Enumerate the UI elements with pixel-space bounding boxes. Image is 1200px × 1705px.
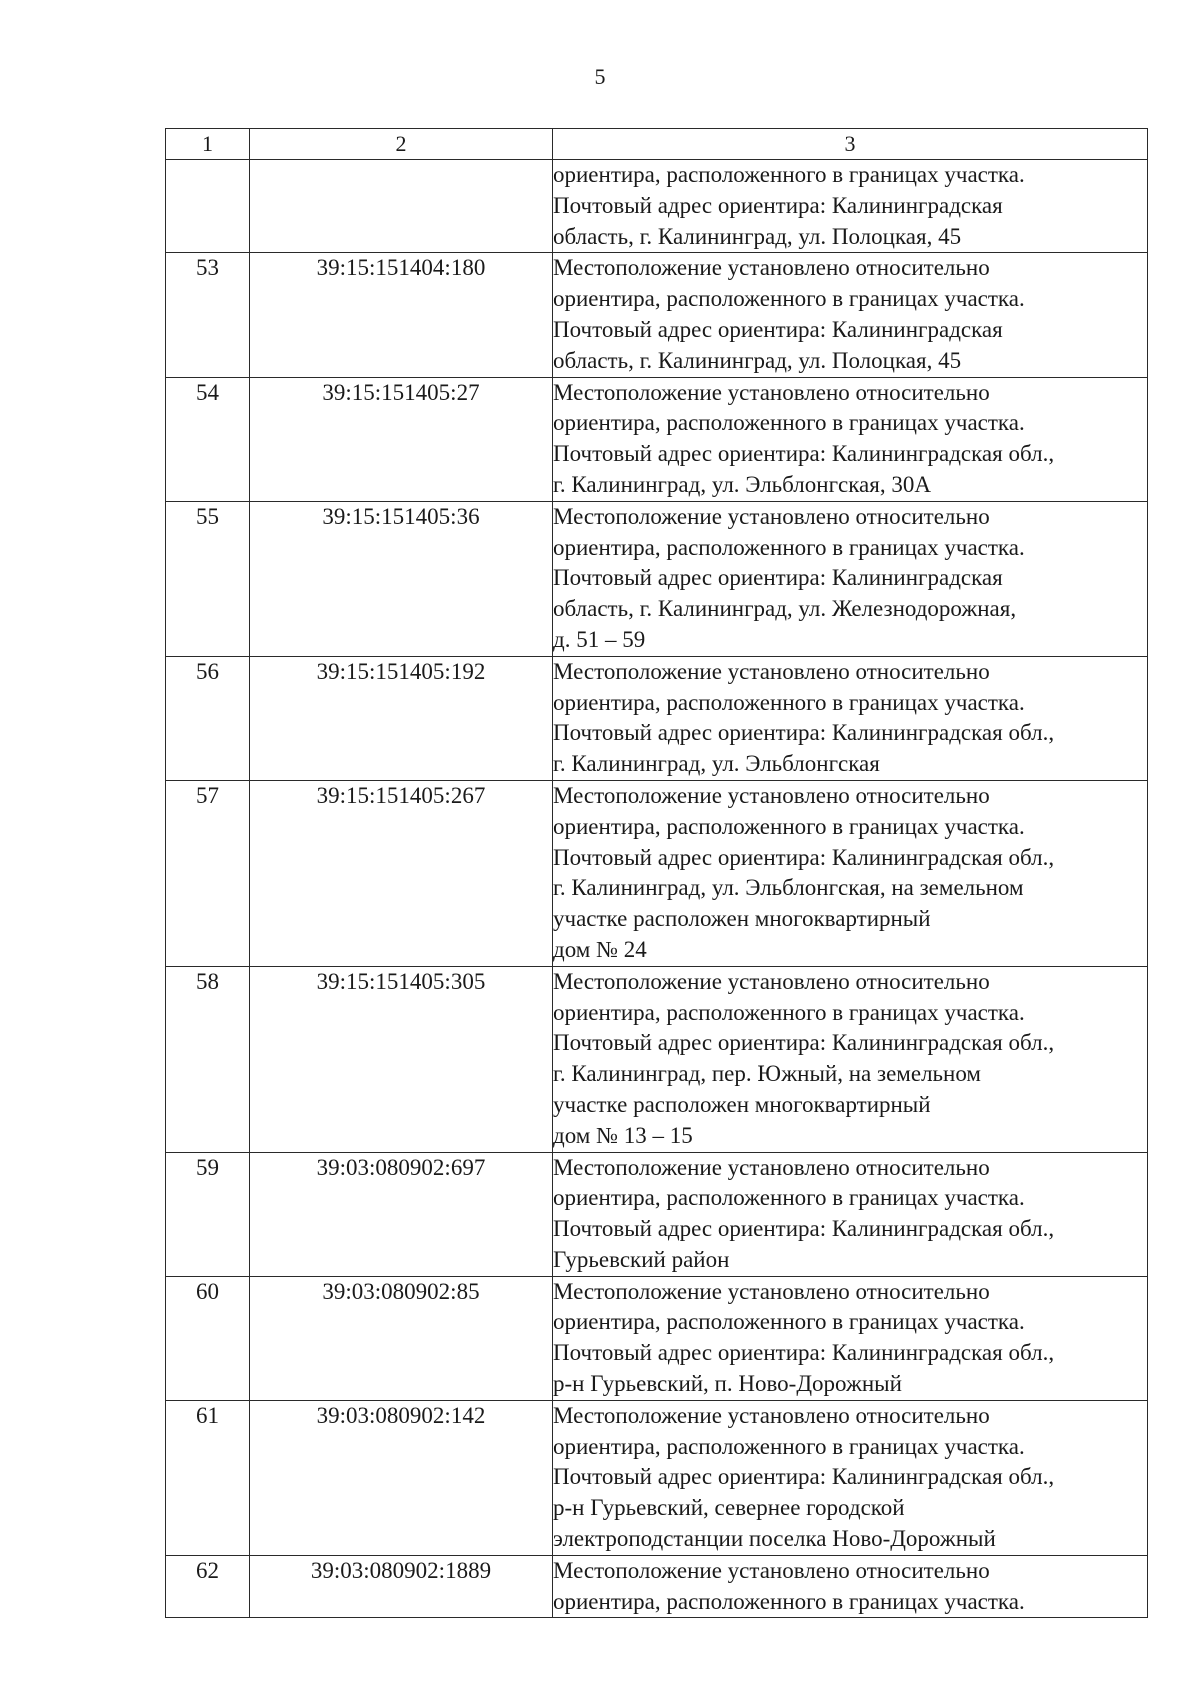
table-body [166,160,1148,1618]
column-header-cadastral: 2 [250,129,553,160]
description-line: Местоположение установлено относительно [553,968,990,994]
description-line: участке расположен многоквартирный [553,1091,931,1117]
description-line: ориентира, расположенного в границах участка. [553,1433,1025,1459]
row-number-cell: 54 [166,377,250,501]
table-row [166,253,1148,377]
row-number-cell: 60 [166,1276,250,1400]
description-line: область, г. Калининград, ул. Полоцкая, 45 [553,223,962,249]
description-line: г. Калининград, ул. Эльблонгская, на земельном [553,875,1024,901]
description-line: ориентира, расположенного в границах участка. [553,162,1025,187]
description-line: Местоположение установлено относительно [553,379,990,405]
location-description-cell [553,780,1148,966]
description-line: Почтовый адрес ориентира: Калининградская обл., [553,1464,1055,1490]
description-line: ориентира, расположенного в границах участка. [553,286,1025,312]
row-number-cell: 56 [166,656,250,780]
column-header-location: 3 [553,129,1148,160]
cadastral-number-cell: 39:03:080902:1889 [250,1555,553,1618]
description-line: г. Калининград, пер. Южный, на земельном [553,1061,981,1087]
table-row [166,1152,1148,1276]
description-line: ориентира, расположенного в границах участка. [553,1309,1025,1335]
location-description-cell [553,966,1148,1152]
description-line: дом № 13 – 15 [553,1122,693,1148]
description-line: Почтовый адрес ориентира: Калининградская [553,565,1003,591]
cadastral-number-cell: 39:15:151405:305 [250,966,553,1152]
cadastral-number-cell: 39:15:151405:36 [250,501,553,656]
description-line: Местоположение установлено относительно [553,255,990,281]
description-line: Почтовый адрес ориентира: Калининградская обл., [553,1340,1055,1366]
table-row [166,377,1148,501]
description-line: Почтовый адрес ориентира: Калининградская обл., [553,1216,1055,1242]
row-number-cell: 53 [166,253,250,377]
cadastral-number-cell: 39:15:151405:27 [250,377,553,501]
description-line: Местоположение установлено относительно [553,1278,990,1304]
table-row [166,780,1148,966]
description-line: Местоположение установлено относительно [553,1154,990,1180]
location-description-cell [553,1276,1148,1400]
table-row [166,656,1148,780]
description-line: область, г. Калининград, ул. Железнодорожная, [553,596,1017,622]
description-line: Почтовый адрес ориентира: Калининградская [553,192,1003,218]
description-line: Почтовый адрес ориентира: Калининградская [553,316,1003,342]
description-line: Гурьевский район [553,1246,730,1272]
row-number-cell: 58 [166,966,250,1152]
description-line: Почтовый адрес ориентира: Калининградская обл., [553,844,1055,870]
row-number-cell: 61 [166,1400,250,1555]
description-line: Почтовый адрес ориентира: Калининградская обл., [553,441,1055,467]
cadastral-number-cell: 39:15:151405:267 [250,780,553,966]
description-line: Почтовый адрес ориентира: Калининградская обл., [553,1030,1055,1056]
location-description-cell [553,1400,1148,1555]
row-number-cell: 55 [166,501,250,656]
description-line: г. Калининград, ул. Эльблонгская [553,751,880,777]
table-row [166,1400,1148,1555]
table-row [166,966,1148,1152]
column-header-number: 1 [166,129,250,160]
location-description-cell [553,377,1148,501]
row-number-cell [166,160,250,253]
land-plot-table [165,128,1148,1618]
location-description-cell [553,1555,1148,1618]
description-line: Местоположение установлено относительно [553,503,990,529]
description-line: ориентира, расположенного в границах участка. [553,999,1025,1025]
description-line: р-н Гурьевский, п. Ново-Дорожный [553,1371,902,1397]
description-line: р-н Гурьевский, севернее городской [553,1495,905,1521]
location-description-cell [553,160,1148,253]
cadastral-number-cell [250,160,553,253]
location-description-cell [553,253,1148,377]
cadastral-number-cell: 39:03:080902:697 [250,1152,553,1276]
description-line: Местоположение установлено относительно [553,1557,990,1583]
description-line: ориентира, расположенного в границах участка. [553,534,1025,560]
table-row [166,1276,1148,1400]
table-row [166,160,1148,253]
cadastral-number-cell: 39:15:151404:180 [250,253,553,377]
location-description-cell [553,501,1148,656]
page-number: 5 [594,64,606,89]
cadastral-number-cell: 39:03:080902:85 [250,1276,553,1400]
table-header-row [166,129,1148,160]
description-line: электроподстанции поселка Ново-Дорожный [553,1526,996,1552]
description-line: ориентира, расположенного в границах участка. [553,813,1025,839]
cadastral-number-cell: 39:03:080902:142 [250,1400,553,1555]
description-line: дом № 24 [553,936,647,962]
description-line: Местоположение установлено относительно [553,782,990,808]
description-line: Местоположение установлено относительно [553,1402,990,1428]
description-line: область, г. Калининград, ул. Полоцкая, 45 [553,347,962,373]
row-number-cell: 59 [166,1152,250,1276]
description-line: г. Калининград, ул. Эльблонгская, 30А [553,471,931,497]
description-line: ориентира, расположенного в границах участка. [553,1185,1025,1211]
location-description-cell [553,1152,1148,1276]
table-row [166,1555,1148,1618]
table-row [166,501,1148,656]
description-line: Местоположение установлено относительно [553,658,990,684]
description-line: ориентира, расположенного в границах участка. [553,689,1025,715]
description-line: участке расположен многоквартирный [553,906,931,932]
description-line: д. 51 – 59 [553,626,646,652]
row-number-cell: 62 [166,1555,250,1618]
row-number-cell: 57 [166,780,250,966]
description-line: Почтовый адрес ориентира: Калининградская обл., [553,720,1055,746]
description-line: ориентира, расположенного в границах участка. [553,410,1025,436]
cadastral-number-cell: 39:15:151405:192 [250,656,553,780]
location-description-cell [553,656,1148,780]
description-line: ориентира, расположенного в границах участка. [553,1588,1025,1614]
